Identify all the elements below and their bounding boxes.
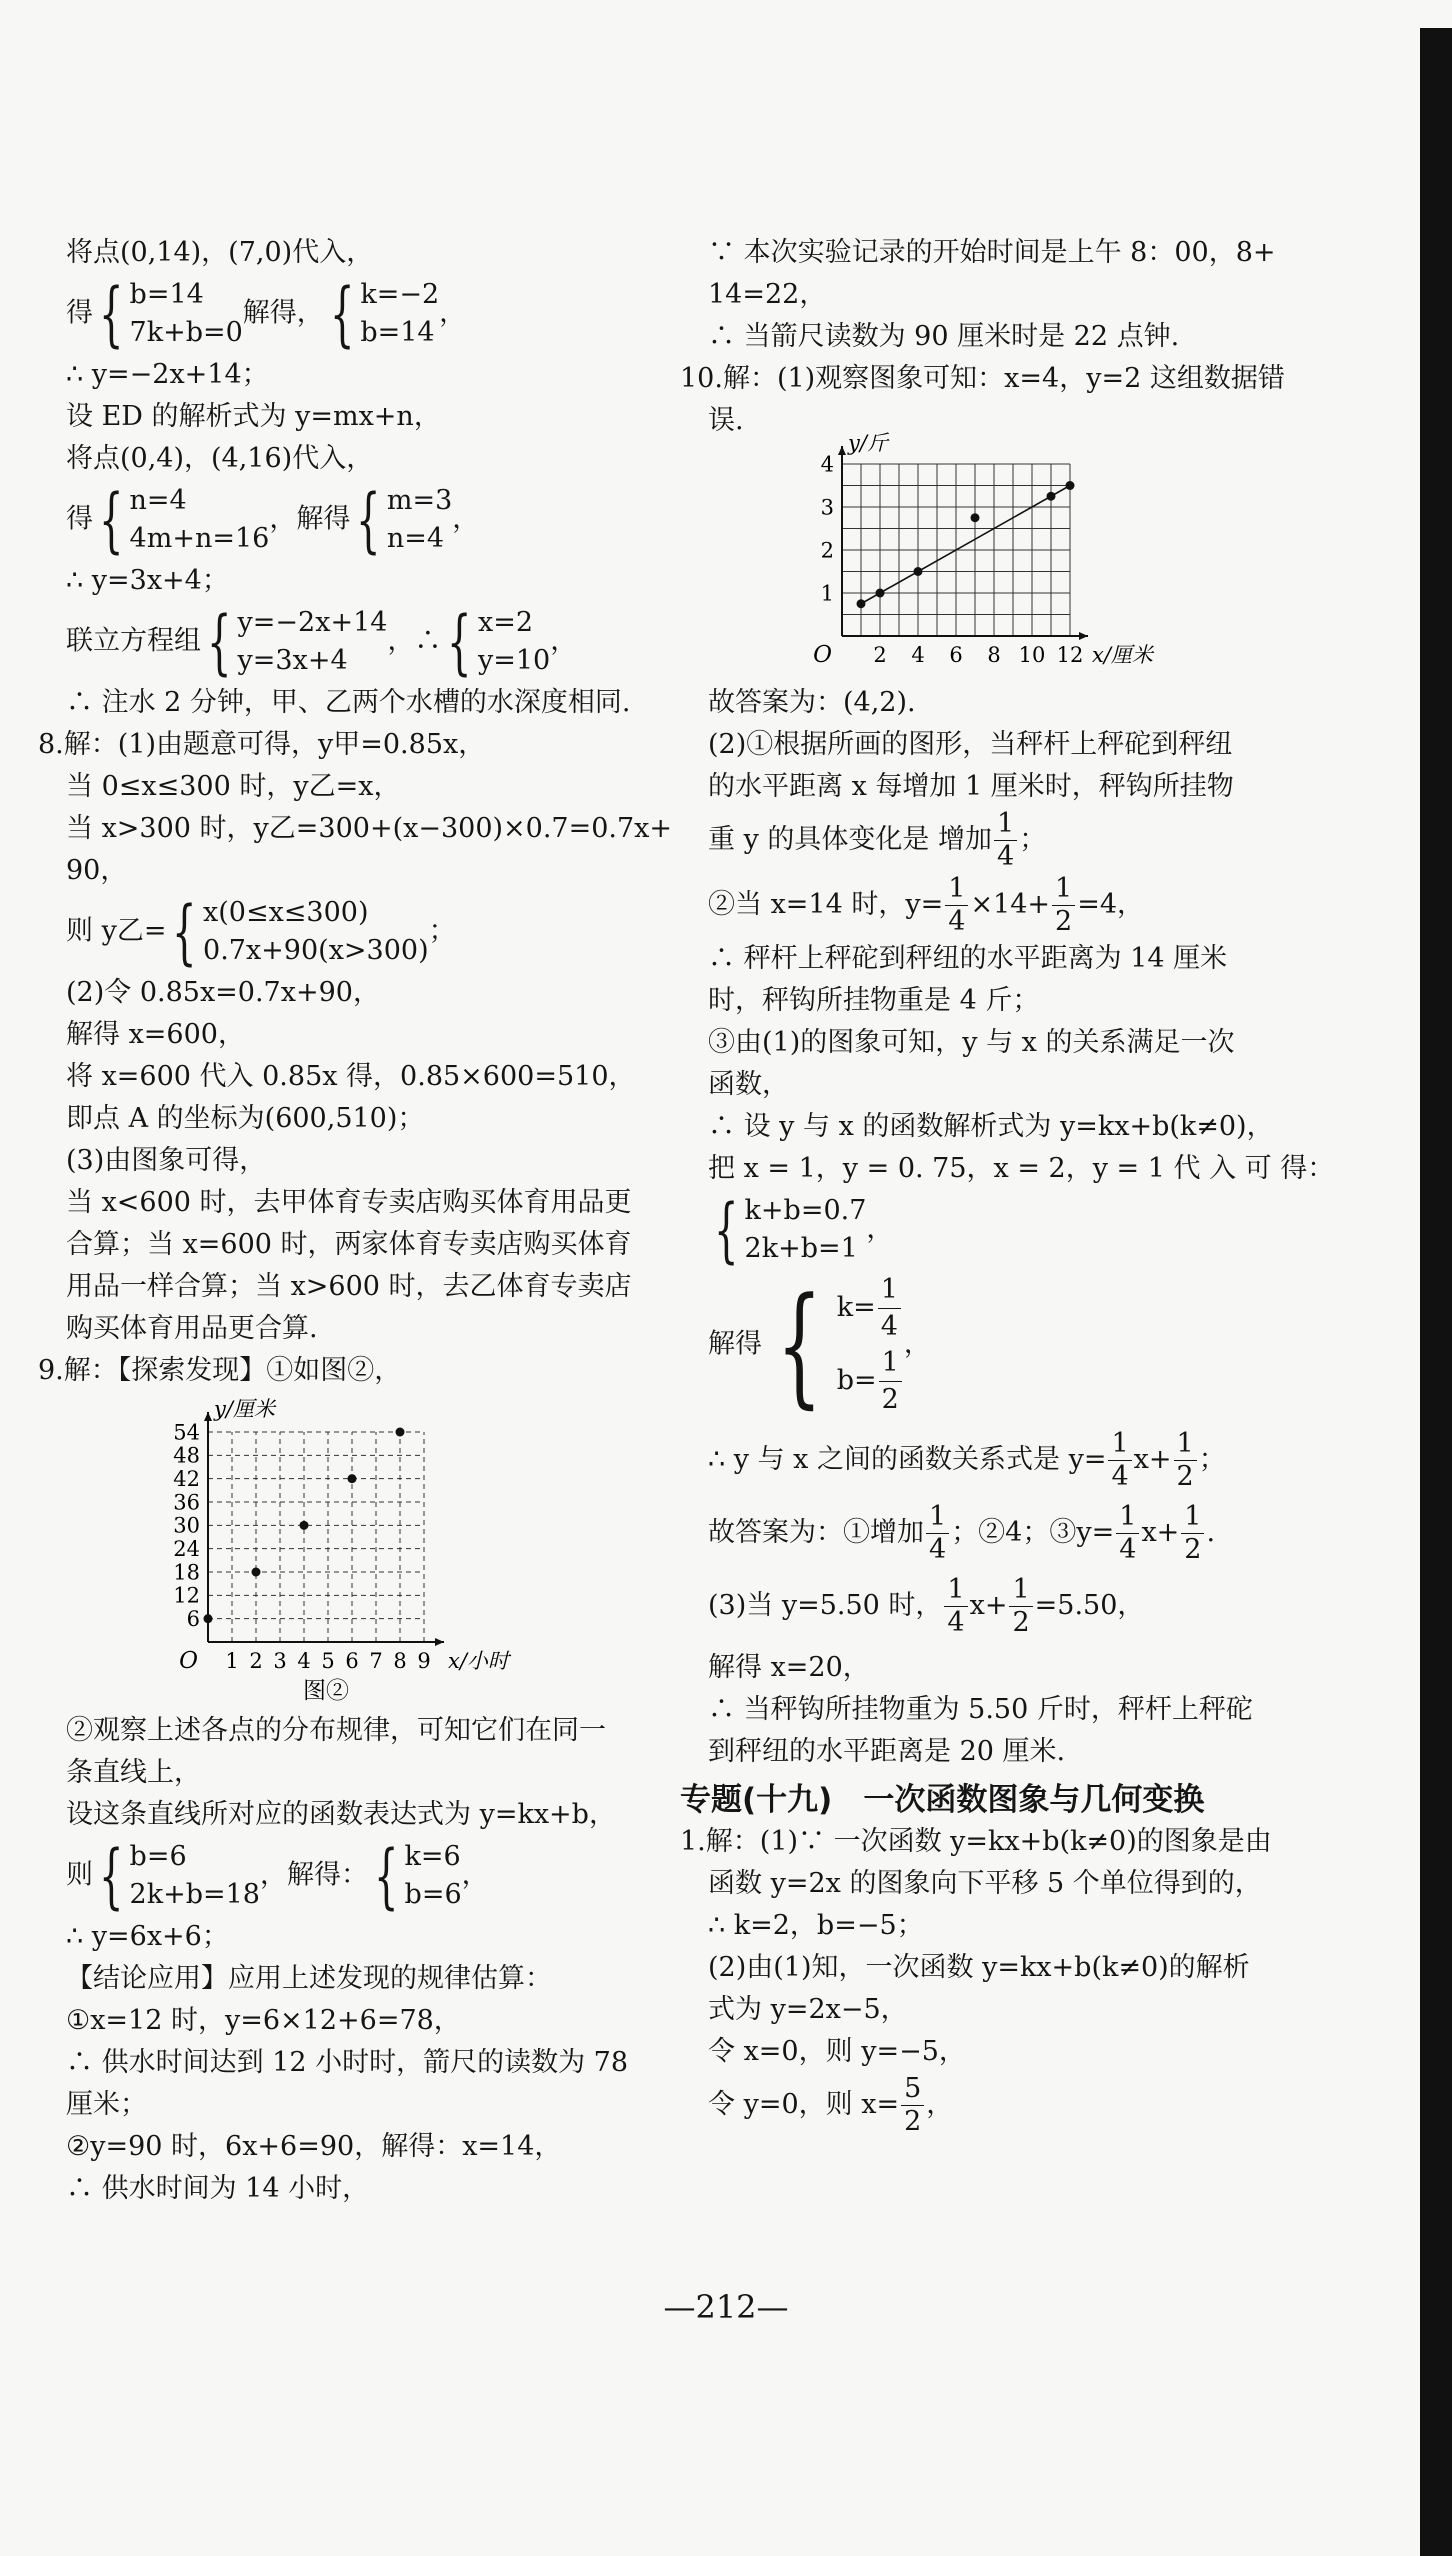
text-line: 设这条直线所对应的函数表达式为 y=kx+b，	[66, 1799, 616, 1830]
text-line: 即点 A 的坐标为(600,510)；	[66, 1103, 425, 1134]
text-line: ∴ 秤杆上秤砣到秤纽的水平距离为 14 厘米	[708, 943, 1228, 974]
x-tick-label: 4	[911, 643, 925, 667]
y-tick-label: 24	[173, 1537, 200, 1562]
text-line: 将点(0,14)，(7,0)代入，	[66, 237, 374, 268]
text-line: ③由(1)的图象可知，y 与 x 的关系满足一次	[708, 1027, 1235, 1058]
data-point	[396, 1428, 405, 1437]
y-tick-label: 48	[173, 1443, 200, 1468]
equation-line: (3)当 y=5.50 时， $\frac{1}{4}$ x+ $\frac{1}{2}$ =5.50，	[708, 1574, 1145, 1638]
figure-caption: 图②	[303, 1678, 349, 1704]
equation-line: 得 { n=4 4m+n=16 ，解得 { m=3 n=4 ，	[66, 479, 480, 561]
origin-label: O	[179, 1648, 198, 1674]
equation-line: 则 { b=6 2k+b=18 ，解得： { k=6 b=6 ，	[66, 1835, 489, 1917]
fitted-line	[861, 486, 1070, 604]
text-line: ②y=90 时，6x+6=90，解得：x=14，	[66, 2131, 562, 2162]
data-point	[876, 589, 885, 598]
text-line: 把 x = 1，y = 0. 75，x = 2，y = 1 代 入 可 得：	[708, 1153, 1335, 1184]
text-line: (2)令 0.85x=0.7x+90，	[66, 977, 380, 1008]
y-tick-label: 2	[820, 538, 834, 563]
y-tick-label: 12	[173, 1583, 200, 1608]
equation-line: 故答案为：①增加 $\frac{1}{4}$ ；②4；③y= $\frac{1}{4}$ x+ $\frac{1}{2}$ .	[708, 1501, 1216, 1565]
text-line: ∴ y=3x+4；	[66, 565, 229, 596]
text-line: ∴ 供水时间为 14 小时，	[66, 2173, 370, 2204]
x-axis-label: x/小时	[448, 1649, 509, 1673]
data-point	[204, 1614, 213, 1623]
origin-label: O	[813, 642, 832, 668]
text-line: 当 x<600 时，去甲体育专卖店购买体育用品更	[66, 1187, 632, 1218]
text-line: 当 0≤x≤300 时，y乙=x，	[66, 771, 401, 802]
text-line: 【结论应用】应用上述发现的规律估算：	[66, 1963, 552, 1994]
x-tick-label: 2	[249, 1649, 263, 1673]
x-axis-arrow	[435, 1638, 444, 1646]
text-line: 条直线上，	[66, 1757, 201, 1788]
equation-line: 联立方程组 { y=−2x+14 y=3x+4 ，∴ { x=2 y=10 ，	[66, 601, 578, 683]
equation-line: ∴ y 与 x 之间的函数关系式是 y= $\frac{1}{4}$ x+ $\frac{1}{2}$ ；	[708, 1428, 1226, 1492]
y-tick-label: 4	[820, 452, 834, 477]
data-point	[252, 1568, 261, 1577]
text-line: 14=22，	[708, 279, 827, 310]
y-tick-label: 36	[173, 1490, 200, 1515]
x-tick-label: 12	[1056, 643, 1084, 667]
text-line: 设 ED 的解析式为 y=mx+n，	[66, 401, 441, 432]
data-point	[1047, 492, 1056, 501]
text-line: ∴ 当箭尺读数为 90 厘米时是 22 点钟.	[708, 321, 1180, 352]
data-point	[857, 599, 866, 608]
equation-line: 重 y 的具体变化是 增加 $\frac{1}{4}$ ；	[708, 808, 1047, 872]
x-tick-label: 10	[1018, 643, 1046, 667]
y-axis-arrow	[838, 446, 846, 455]
data-point	[1066, 481, 1075, 490]
x-axis-label: x/厘米	[1092, 643, 1153, 667]
data-point	[348, 1474, 357, 1483]
x-tick-label: 2	[873, 643, 887, 667]
x-tick-label: 6	[949, 643, 963, 667]
data-point	[300, 1521, 309, 1530]
text-line: 1.解：(1)∵ 一次函数 y=kx+b(k≠0)的图象是由	[680, 1826, 1272, 1857]
text-line: 故答案为：(4,2).	[708, 687, 916, 718]
y-tick-label: 54	[173, 1420, 200, 1445]
text-line: 式为 y=2x−5，	[708, 1994, 908, 2025]
x-tick-label: 5	[321, 1649, 335, 1673]
text-line: 误.	[708, 405, 744, 436]
y-tick-label: 42	[173, 1467, 200, 1492]
equation-line: ②当 x=14 时，y= $\frac{1}{4}$ ×14+ $\frac{1}{2}$ =4，	[708, 873, 1145, 937]
text-line: ∴ y=−2x+14；	[66, 359, 269, 390]
text-line: ∵ 本次实验记录的开始时间是上午 8：00，8+	[708, 237, 1276, 268]
text-line: ∴ 当秤钩所挂物重为 5.50 斤时，秤杆上秤砣	[708, 1694, 1253, 1725]
x-tick-label: 9	[417, 1649, 431, 1673]
y-tick-label: 6	[186, 1607, 200, 1632]
text-line: 厘米；	[66, 2089, 147, 2120]
text-line: 解得 x=600，	[66, 1019, 245, 1050]
x-tick-label: 8	[987, 643, 1001, 667]
y-tick-label: 18	[173, 1560, 200, 1585]
y-axis-label: y/厘米	[214, 1397, 275, 1421]
left-column	[38, 232, 673, 2210]
y-tick-label: 3	[820, 495, 834, 520]
y-tick-label: 30	[173, 1513, 200, 1538]
text-line: 令 x=0，则 y=−5，	[708, 2036, 966, 2067]
text-line: 时，秤钩所挂物重是 4 斤；	[708, 985, 1040, 1016]
section-title: 专题(十九) 一次函数图象与几何变换	[680, 1782, 1205, 1818]
text-line: 将 x=600 代入 0.85x 得，0.85×600=510，	[66, 1061, 636, 1092]
text-line: ②观察上述各点的分布规律，可知它们在同一	[66, 1715, 606, 1746]
text-line: 8.解：(1)由题意可得，y甲=0.85x，	[38, 729, 486, 760]
text-line: ∴ 注水 2 分钟，甲、乙两个水槽的水深度相同.	[66, 687, 631, 718]
text-line: ∴ k=2，b=−5；	[708, 1910, 924, 1941]
x-axis-arrow	[1079, 632, 1088, 640]
figure-2-scatter-chart	[38, 1396, 508, 1706]
text-line: (3)由图象可得，	[66, 1145, 267, 1176]
x-tick-label: 7	[369, 1649, 383, 1673]
x-tick-label: 8	[393, 1649, 407, 1673]
equation-line: 令 y=0，则 x= $\frac{5}{2}$ ，	[708, 2073, 954, 2137]
text-line: 的水平距离 x 每增加 1 厘米时，秤钩所挂物	[708, 771, 1234, 802]
equation-line: 解得 { k= $\frac{1}{4}$ b= $\frac{1}{2}$ ，	[708, 1269, 931, 1421]
right-column	[680, 232, 1370, 2138]
text-line: ∴ y=6x+6；	[66, 1921, 229, 1952]
text-line: 解得 x=20，	[708, 1652, 870, 1683]
equation-line: 则 y乙= { x(0≤x≤300) 0.7x+90(x>300) ；	[66, 891, 456, 973]
text-line: 用品一样合算；当 x>600 时，去乙体育专卖店	[66, 1271, 632, 1302]
page-edge-shadow	[1420, 28, 1452, 2556]
x-tick-label: 4	[297, 1649, 311, 1673]
text-line: 函数 y=2x 的图象向下平移 5 个单位得到的，	[708, 1868, 1262, 1899]
y-axis-label: y/斤	[848, 431, 888, 455]
text-line: 10.解：(1)观察图象可知：x=4，y=2 这组数据错	[680, 363, 1285, 394]
page-number: —212—	[663, 2288, 789, 2326]
text-line: (2)①根据所画的图形，当秤杆上秤砣到秤纽	[708, 729, 1233, 760]
text-line: ①x=12 时，y=6×12+6=78，	[66, 2005, 461, 2036]
y-axis-arrow	[204, 1412, 212, 1421]
equation-line: { k+b=0.7 2k+b=1 ，	[714, 1189, 894, 1271]
text-line: ∴ 设 y 与 x 的函数解析式为 y=kx+b(k≠0)，	[708, 1111, 1274, 1142]
x-tick-label: 1	[225, 1649, 239, 1673]
text-line: 合算；当 x=600 时，两家体育专卖店购买体育	[66, 1229, 632, 1260]
text-line: 90，	[66, 855, 128, 886]
text-line: 购买体育用品更合算.	[66, 1313, 318, 1344]
text-line: (2)由(1)知，一次函数 y=kx+b(k≠0)的解析	[708, 1952, 1250, 1983]
equation-line: 得 { b=14 7k+b=0 解得， { k=−2 b=14 ，	[66, 273, 467, 355]
x-tick-label: 3	[273, 1649, 287, 1673]
data-point	[914, 567, 923, 576]
text-line: 当 x>300 时，y乙=300+(x−300)×0.7=0.7x+	[66, 813, 673, 844]
x-tick-label: 6	[345, 1649, 359, 1673]
text-line: ∴ 供水时间达到 12 小时时，箭尺的读数为 78	[66, 2047, 629, 2078]
data-point	[971, 513, 980, 522]
y-tick-label: 1	[820, 581, 834, 606]
weight-distance-scatter-chart	[790, 431, 1210, 678]
text-line: 到秤纽的水平距离是 20 厘米.	[708, 1736, 1066, 1767]
text-line: 将点(0,4)，(4,16)代入，	[66, 443, 374, 474]
text-line: 函数，	[708, 1069, 789, 1100]
text-line: 9.解：【探索发现】①如图②，	[38, 1355, 402, 1386]
